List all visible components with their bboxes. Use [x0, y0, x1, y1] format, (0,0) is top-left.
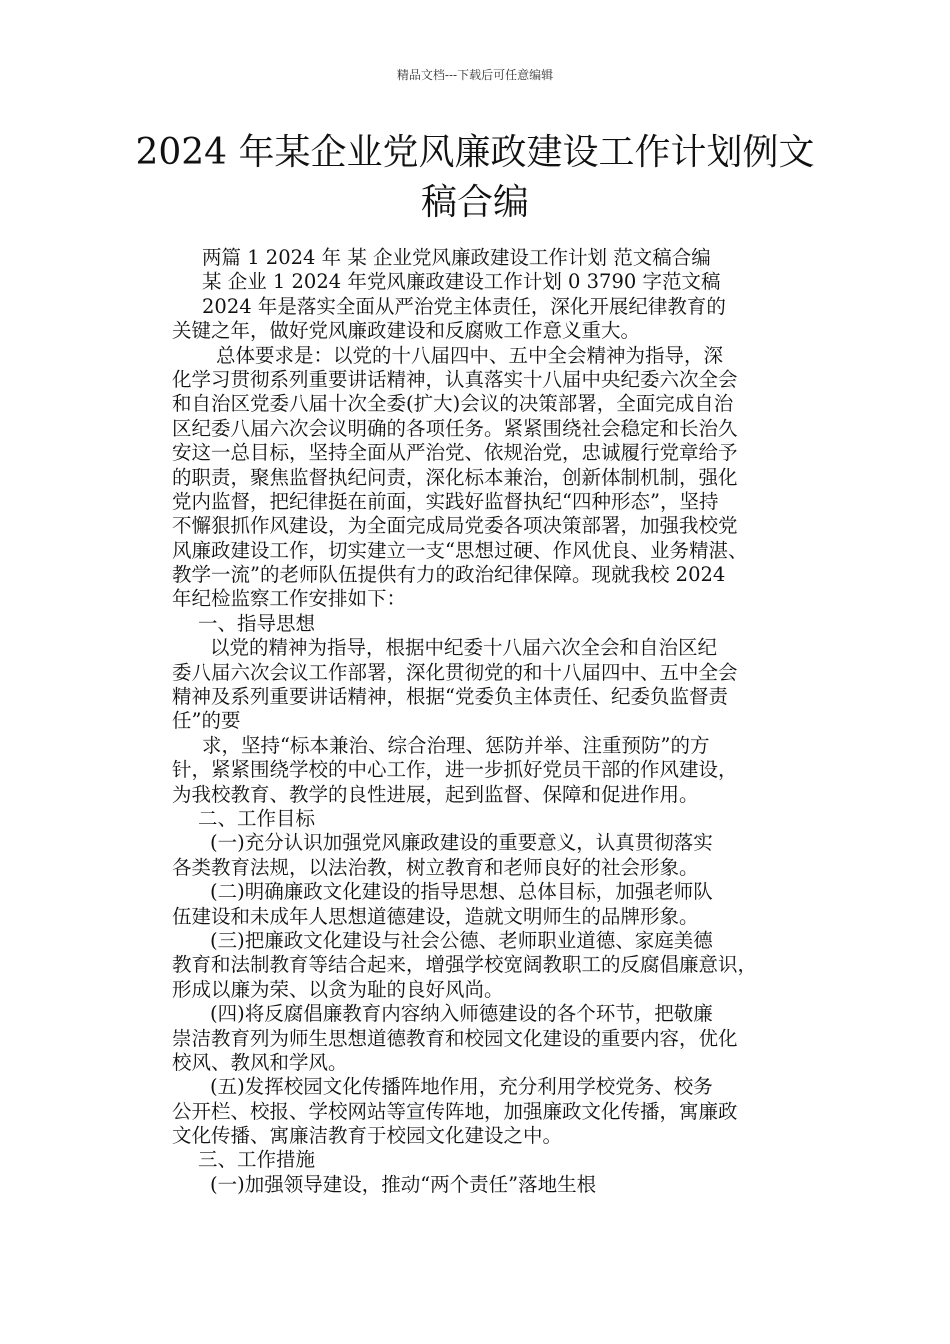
title-line-1: 2024 年某企业党风廉政建设工作计划例文 [135, 132, 815, 173]
body-line: 委八届六次会议工作部署，深化贯彻党的和十八届四中、五中全会 [172, 660, 738, 684]
body-line: 两篇 1 2024 年 某 企业党风廉政建设工作计划 范文稿合编 [202, 246, 711, 269]
body-line: 形成以廉为荣、以贪为耻的良好风尚。 [172, 977, 504, 1001]
body-line: 2024 年是落实全面从严治党主体责任，深化开展纪律教育的 [202, 294, 726, 318]
body-line: 某 企业 1 2024 年党风廉政建设工作计划 0 3790 字范文稿 [202, 270, 721, 294]
body-line: 精神及系列重要讲话精神，根据“党委负主体责任、纪委负监督责 [172, 685, 728, 709]
body-line: 党内监督，把纪律挺在前面，实践好监督执纪“四种形态”，坚持 [172, 489, 719, 513]
body-line: 教育和法制教育等结合起来，增强学校宽阔教职工的反腐倡廉意识， [172, 953, 758, 977]
body-line: (二)明确廉政文化建设的指导思想、总体目标，加强老师队 [210, 880, 713, 904]
body-line: 的职责，聚焦监督执纪问责，深化标本兼治，创新体制机制，强化 [172, 465, 738, 489]
body-line: 教学一流”的老师队伍提供有力的政治纪律保障。现就我校 2024 [172, 563, 726, 587]
section-heading: 二、工作目标 [198, 806, 316, 830]
body-line: 关键之年，做好党风廉政建设和反腐败工作意义重大。 [172, 319, 641, 343]
subsection-heading: (一)加强领导建设，推动“两个责任”落地生根 [210, 1172, 597, 1196]
body-line: 文化传播、寓廉洁教育于校园文化建设之中。 [172, 1124, 563, 1148]
body-line: (四)将反腐倡廉教育内容纳入师德建设的各个环节，把敬廉 [210, 1002, 713, 1026]
body-line: 为我校教育、教学的良性进展，起到监督、保障和促进作用。 [172, 782, 699, 806]
body-line: 安这一总目标，坚持全面从严治党、依规治党，忠诚履行党章给予 [172, 441, 738, 465]
title-line-2: 稿合编 [420, 182, 529, 223]
body-line: 风廉政建设工作，切实建立一支“思想过硬、作风优良、业务精湛、 [172, 538, 748, 562]
body-line: 针，紧紧围绕学校的中心工作，进一步抓好党员干部的作风建设， [172, 758, 738, 782]
body-line: 任”的要 [172, 709, 241, 733]
body-line: 年纪检监察工作安排如下： [172, 587, 407, 611]
body-line: 化学习贯彻系列重要讲话精神，认真落实十八届中央纪委六次全会 [172, 367, 738, 391]
body-line: (五)发挥校园文化传播阵地作用，充分利用学校党务、校务 [210, 1075, 713, 1099]
body-line: 校风、教风和学风。 [172, 1050, 348, 1074]
body-line: 求，坚持“标本兼治、综合治理、惩防并举、注重预防”的方 [202, 733, 710, 757]
section-heading: 三、工作措施 [198, 1148, 316, 1172]
body-line: 公开栏、校报、学校网站等宣传阵地，加强廉政文化传播，寓廉政 [172, 1099, 738, 1123]
body-line: 和自治区党委八届十次全委(扩大)会议的决策部署，全面完成自治 [172, 392, 734, 416]
body-line: 各类教育法规，以法治教，树立教育和老师良好的社会形象。 [172, 855, 699, 879]
body-line: 崇洁教育列为师生思想道德教育和校园文化建设的重要内容，优化 [172, 1026, 738, 1050]
body-line: 总体要求是：以党的十八届四中、五中全会精神为指导，深 [216, 343, 724, 367]
section-heading: 一、指导思想 [198, 611, 316, 635]
body-line: (三)把廉政文化建设与社会公德、老师职业道德、家庭美德 [210, 928, 713, 952]
body-line: 区纪委八届六次会议明确的各项任务。紧紧围绕社会稳定和长治久 [172, 416, 738, 440]
header-note: 精品文档---下载后可任意编辑 [396, 68, 554, 82]
body-line: (一)充分认识加强党风廉政建设的重要意义，认真贯彻落实 [210, 831, 713, 855]
document-title [100, 128, 850, 228]
document-body [172, 246, 812, 1197]
body-line: 以党的精神为指导，根据中纪委十八届六次全会和自治区纪 [210, 636, 718, 660]
body-line: 伍建设和未成年人思想道德建设，造就文明师生的品牌形象。 [172, 904, 699, 928]
body-line: 不懈狠抓作风建设，为全面完成局党委各项决策部署，加强我校党 [172, 514, 738, 538]
